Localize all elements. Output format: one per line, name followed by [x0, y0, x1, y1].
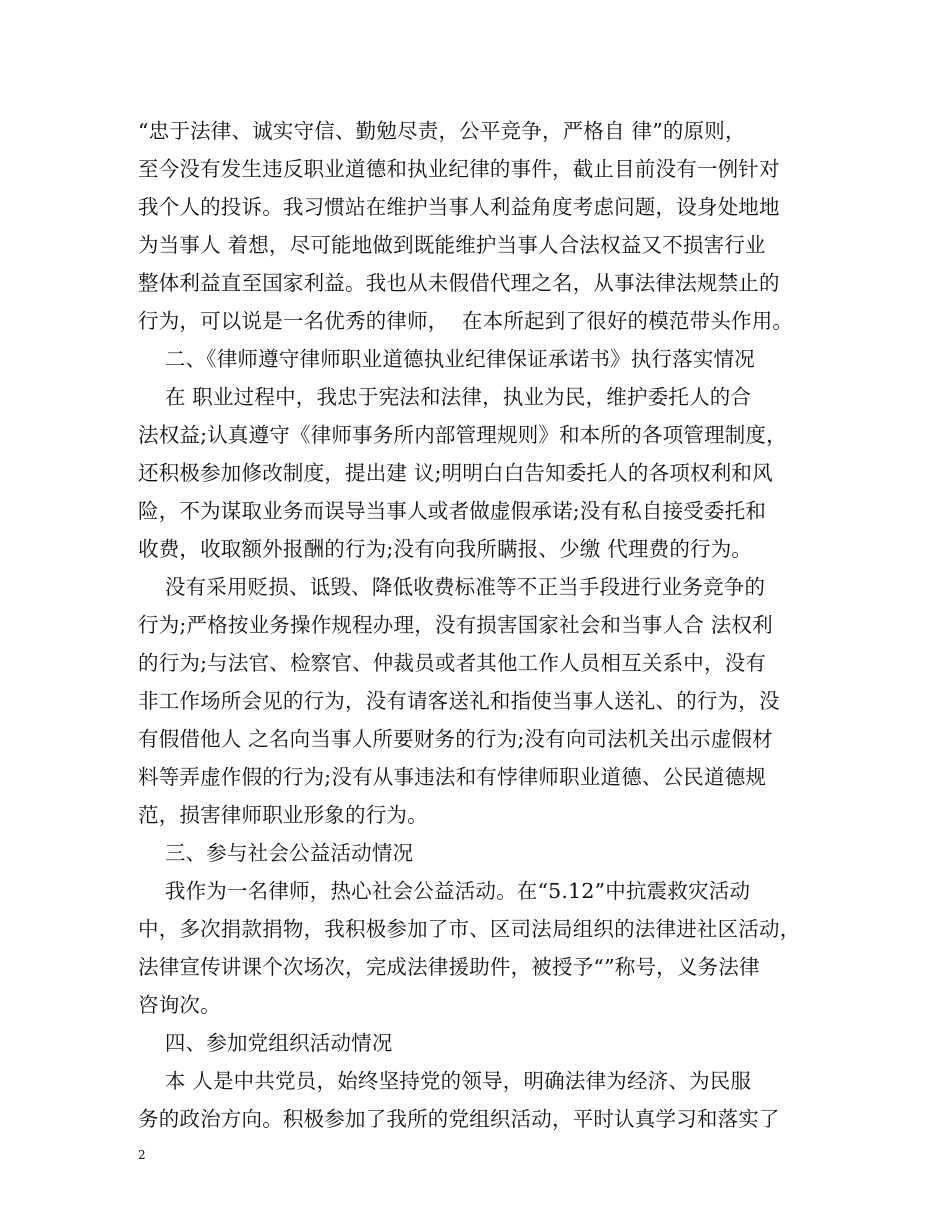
text-line: 至今没有发生违反职业道德和执业纪律的事件，截止目前没有一例针对 — [138, 157, 780, 181]
text-line: 咨询次。 — [138, 993, 221, 1017]
text-line: 非工作场所会见的行为，没有请客送礼和指使当事人送礼、的行为，没 — [138, 689, 780, 713]
text-line: 务的政治方向。积极参加了我所的党组织活动，平时认真学习和落实了 — [138, 1107, 780, 1131]
text-line: 本 人是中共党员，始终坚持党的领导，明确法律为经济、为民服 — [138, 1069, 752, 1093]
text-line: 我个人的投诉。我习惯站在维护当事人利益角度考虑问题，设身处地地 — [138, 195, 780, 219]
text-line: 有假借他人 之名向当事人所要财务的行为;没有向司法机关出示虚假材 — [138, 727, 773, 751]
text-line: 收费，收取额外报酬的行为;没有向我所瞒报、少缴 代理费的行为。 — [138, 537, 753, 561]
text-line: 法律宣传讲课个次场次，完成法律援助件，被授予“”称号，义务法律 — [138, 955, 760, 979]
text-line: 我作为一名律师，热心社会公益活动。在“5.12”中抗震救灾活动 — [138, 879, 751, 903]
text-line: 料等弄虚作假的行为;没有从事违法和有悖律师职业道德、公民道德规 — [138, 765, 767, 789]
section-heading: 三、参与社会公益活动情况 — [138, 841, 414, 865]
page-number: 2 — [138, 1148, 146, 1162]
text-line: 为当事人 着想，尽可能地做到既能维护当事人合法权益又不损害行业 — [138, 233, 766, 257]
text-line: 在 职业过程中，我忠于宪法和法律，执业为民，维护委托人的合 — [138, 385, 752, 409]
text-line: 法权益;认真遵守《律师事务所内部管理规则》和本所的各项管理制度， — [138, 423, 787, 447]
text-line: 行为，可以说是一名优秀的律师， 在本所起到了很好的模范带头作用。 — [138, 309, 794, 333]
body-text — [138, 112, 828, 1138]
text-line: 范，损害律师职业形象的行为。 — [138, 803, 428, 827]
section-heading: 二、《律师遵守律师职业道德执业纪律保证承诺书》执行落实情况 — [138, 347, 755, 371]
text-line: 还积极参加修改制度，提出建 议;明明白白告知委托人的各项权利和风 — [138, 461, 773, 485]
text-line: 没有采用贬损、诋毁、降低收费标准等不正当手段进行业务竞争的 — [138, 575, 766, 599]
text-line: “忠于法律、诚实守信、勤勉尽责，公平竞争，严格自 律”的原则， — [138, 119, 746, 143]
text-line: 行为;严格按业务操作规程办理，没有损害国家社会和当事人合 法权利 — [138, 613, 773, 637]
text-line: 中，多次捐款捐物，我积极参加了市、区司法局组织的法律进社区活动， — [138, 917, 801, 941]
section-heading: 四、参加党组织活动情况 — [138, 1031, 393, 1055]
text-line: 险，不为谋取业务而误导当事人或者做虚假承诺;没有私自接受委托和 — [138, 499, 767, 523]
text-line: 整体利益直至国家利益。我也从未假借代理之名，从事法律法规禁止的 — [138, 271, 780, 295]
text-line: 的行为;与法官、检察官、仲裁员或者其他工作人员相互关系中，没有 — [138, 651, 767, 675]
